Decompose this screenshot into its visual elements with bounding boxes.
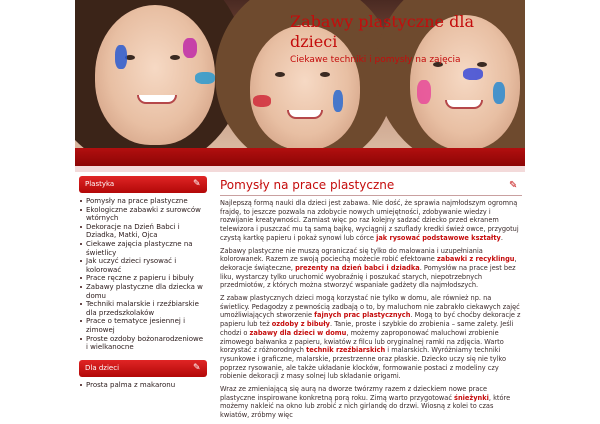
post-title[interactable]: Pomysły na prace plastyczne	[220, 178, 395, 192]
widget-header	[79, 176, 207, 193]
paragraph	[220, 247, 522, 291]
widget-plastyka	[79, 176, 207, 352]
sidebar-link[interactable]: Ekologiczne zabawki z surowców wtórnych	[79, 206, 207, 223]
text: . Tanie, proste i szybkie do zrobienia – same zalety. Jeśli chodzi o	[220, 320, 514, 337]
sidebar-link[interactable]: Pomysły na prace plastyczne	[79, 197, 207, 206]
text: . Mogą to być choćby dekoracje z papieru lub też	[220, 311, 521, 329]
pencil-icon: ✎	[193, 363, 201, 373]
text: , które możemy nakleić na okno lub zrobić z nich girlandę do drzwi. Wiosną z kolei to czas kwiatów, zróbmy więc	[220, 393, 511, 420]
highlight-link[interactable]: ozdoby z bibuły	[271, 320, 330, 329]
highlight-link[interactable]: zabawki z recyklingu	[436, 255, 515, 264]
highlight-link[interactable]: prezenty na dzień babci i dziadka	[295, 263, 420, 272]
text: Najlepszą formą nauki dla dzieci jest zabawa. Nie dość, że sprawia najmłodszym ogromną frajdę, to jeszcze pozwala na zdobycie nowych umiejętności, zdobywanie wiedzy i rozwijanie kreatywności. Zamiast więc po raz kolejny sadzać dziecko przed ekranem telewizora i puszczać mu tą samą bajkę, wyciągnij z szuflady kredki śwież owce, przygotuj czystą kartkę papieru i pokaż synowi lub córce	[220, 199, 519, 242]
text: . Pomysłów na prace jest bez liku, wystarczy tylko uruchomić wyobraźnię i poszukać starych, niepotrzebnych przedmiotów, z których można stworzyć wspaniałe gadżety dla najmłodszych.	[220, 263, 516, 290]
text: , dekoracje świąteczne,	[220, 255, 517, 272]
sidebar-link[interactable]: Dekoracje na Dzień Babci i Dziadka, Matki, Ojca	[79, 223, 207, 240]
widget-title: Plastyka	[85, 180, 115, 188]
text: Zabawy plastyczne nie muszą ograniczać się tylko do malowania i uzupełniania kolorowanek. Razem ze swoją pociechą możecie robić efektowne	[220, 246, 483, 264]
sidebar-link[interactable]: Zabawy plastyczne dla dziecka w domu	[79, 283, 207, 300]
sidebar	[79, 172, 207, 400]
pencil-icon: ✎	[193, 179, 201, 189]
post-body	[220, 199, 522, 424]
site-title[interactable]: Zabawy plastyczne dla dzieci	[290, 12, 474, 51]
text: , możemy zaproponować maluchowi zrobienie zimowego bałwanka z papieru, kwiatów z filcu lub oryginalnej ramki na zdjęcia. Warto korzystać z różnorodnych	[220, 328, 504, 355]
paragraph	[220, 199, 522, 243]
site-tagline: Ciekawe techniki i pomysły na zajęcia	[290, 55, 461, 65]
highlight-link[interactable]: jak rysować podstawowe kształty	[376, 233, 501, 242]
widget-header	[79, 360, 207, 377]
sidebar-link[interactable]: Prace o tematyce jesiennej i zimowej	[79, 317, 207, 334]
paragraph	[220, 294, 522, 381]
sidebar-link[interactable]: Prace ręczne z papieru i bibuły	[79, 274, 207, 283]
highlight-link[interactable]: fajnych prac plastycznych	[314, 311, 411, 320]
widget-title: Dla dzieci	[85, 364, 120, 372]
sidebar-link[interactable]: Proste ozdoby bożonarodzeniowe i wielkanocne	[79, 335, 207, 352]
pencil-icon: ✎	[509, 180, 518, 191]
text: .	[500, 233, 503, 242]
widget-link-list	[79, 381, 207, 390]
text: Z zabaw plastycznych dzieci mogą korzystać nie tylko w domu, ale również np. na świetlicy. Pedagodzy z pewnością zadbają o to, by maluchom nie zabrakło ciekawych zajęć umożliwiających stworzenie	[220, 294, 520, 320]
main-content	[220, 172, 522, 420]
header-banner	[75, 0, 525, 148]
highlight-link[interactable]: zabawy dla dzieci w domu	[249, 328, 347, 337]
sidebar-link[interactable]: Techniki malarskie i rzeźbiarskie dla przedszkolaków	[79, 300, 207, 317]
nav-bar	[75, 148, 525, 166]
sidebar-link[interactable]: Prosta palma z makaronu	[79, 381, 207, 390]
sidebar-link[interactable]: Jak uczyć dzieci rysować i kolorować	[79, 257, 207, 274]
widget-link-list	[79, 197, 207, 352]
widget-dla-dzieci	[79, 360, 207, 390]
text: i malarskich. Wyróżniamy techniki rysunkowe i graficzne, malarskie, przestrzenne oraz płaskie. Dziecko uczy się nie tylko poprzez rysowanie, ale także układanie klocków, formowanie postaci z modeliny czy robienie dekoracji z masy solnej lub składanie origami.	[220, 346, 506, 381]
highlight-link[interactable]: technik rzeźbiarskich	[306, 346, 386, 355]
paragraph	[220, 385, 522, 420]
highlight-link[interactable]: śnieżynki	[454, 393, 489, 402]
text: Wraz ze zmieniającą się aurą na dworze twórzmy razem z dzieckiem nowe prace plastyczne inspirowane konkretną porą roku. Zimą warto przygotować	[220, 385, 488, 402]
title-divider	[220, 195, 522, 196]
sidebar-link[interactable]: Ciekawe zajęcia plastyczne na świetlicy	[79, 240, 207, 257]
